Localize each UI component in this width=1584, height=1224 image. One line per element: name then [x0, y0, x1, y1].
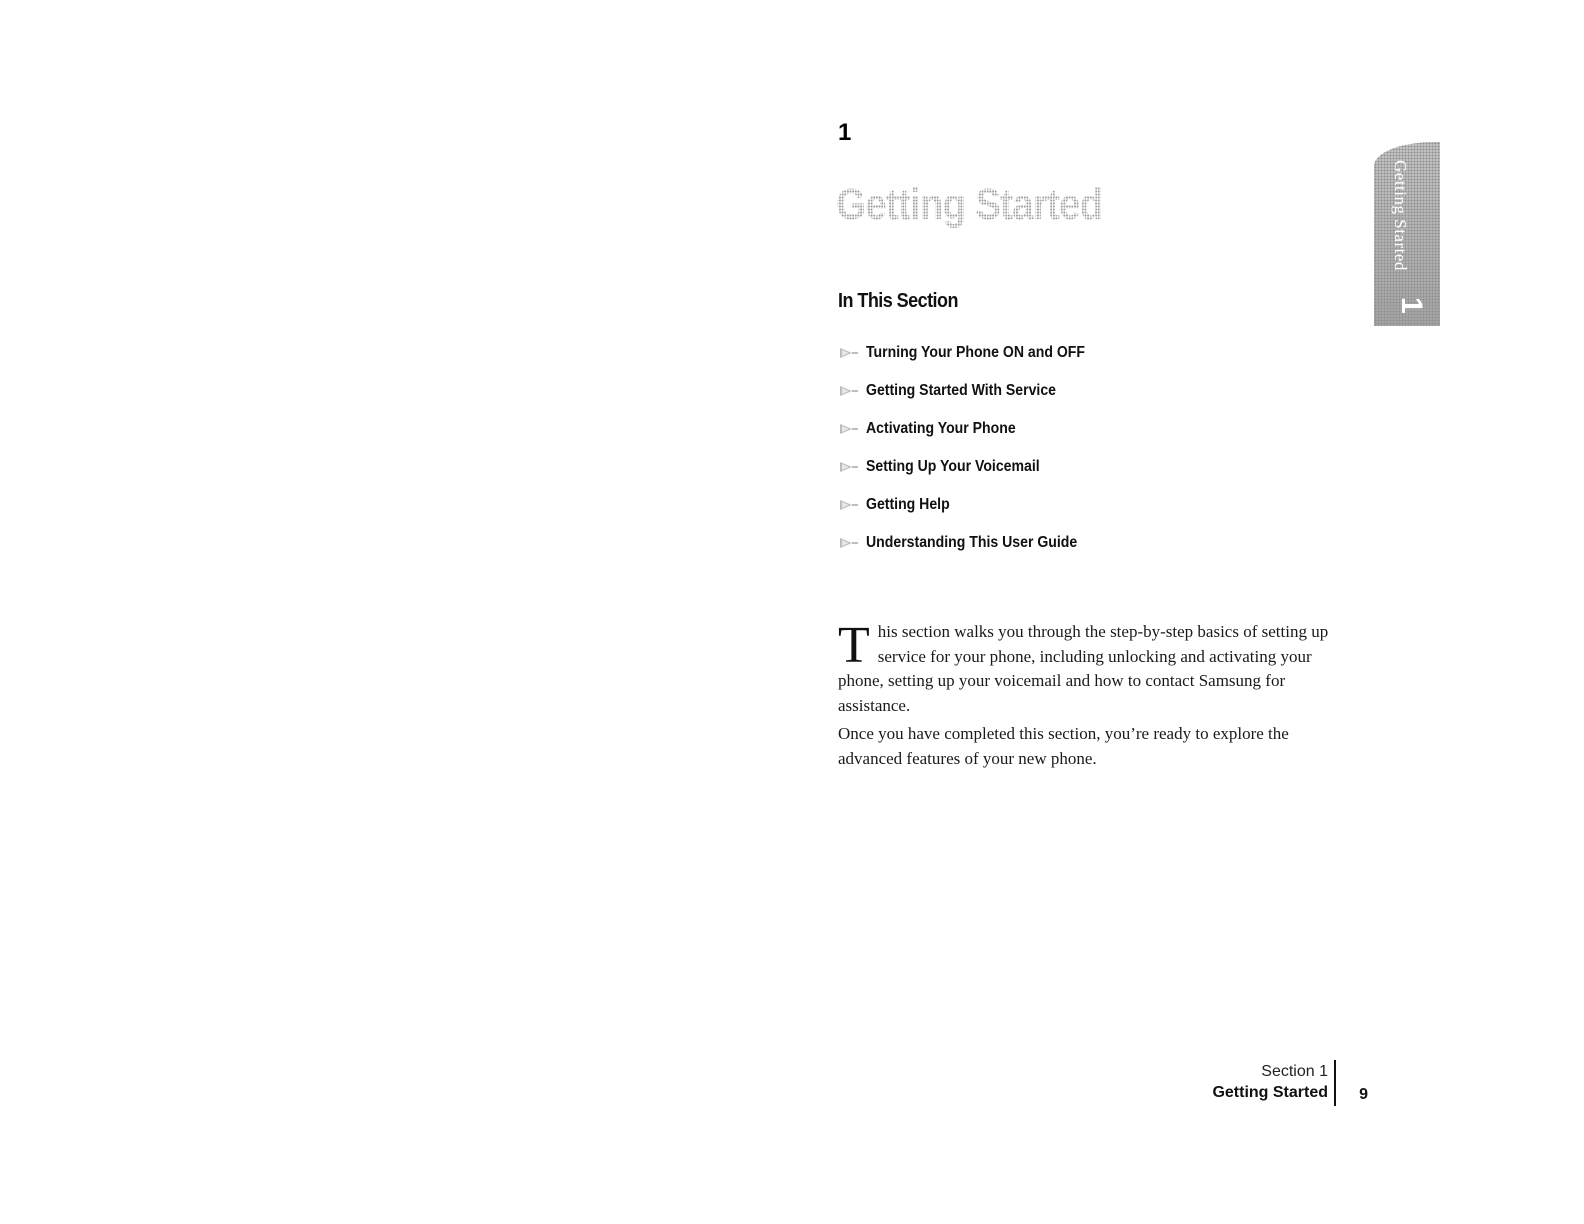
side-tab-number: 1	[1395, 297, 1428, 314]
toc-item-setting-up-voicemail[interactable]	[838, 448, 1358, 486]
section-side-tab	[1374, 142, 1440, 326]
toc-item-getting-help[interactable]	[838, 486, 1358, 524]
toc-item-getting-started-with-service[interactable]	[838, 372, 1358, 410]
toc-item-activating-your-phone[interactable]	[838, 410, 1358, 448]
arrow-bullet-icon	[838, 422, 860, 436]
footer-section-label: Section 1	[1261, 1063, 1328, 1080]
toc-item-label: Turning Your Phone ON and OFF	[866, 344, 1086, 361]
toc-item-label: Getting Started With Service	[866, 382, 1056, 399]
arrow-bullet-icon	[838, 460, 860, 474]
toc-item-label: Activating Your Phone	[866, 420, 1016, 437]
toc-item-understanding-user-guide[interactable]	[838, 524, 1358, 562]
arrow-bullet-icon	[838, 346, 860, 360]
arrow-bullet-icon	[838, 498, 860, 512]
intro-paragraph-1	[838, 617, 1338, 718]
toc-item-label: Getting Help	[866, 496, 950, 513]
footer-running-head	[1212, 1062, 1328, 1104]
intro-text	[838, 617, 1338, 775]
page-number: 9	[1359, 1086, 1368, 1103]
intro-paragraph-2: Once you have completed this section, you’re ready to explore the advanced features of your new phone.	[838, 724, 1289, 768]
footer-section-title: Getting Started	[1212, 1084, 1328, 1101]
toc-item-label: Understanding This User Guide	[866, 534, 1078, 551]
footer-divider	[1334, 1060, 1336, 1106]
in-this-section-heading: In This Section	[838, 290, 958, 312]
toc-item-turning-phone-on-off[interactable]	[838, 334, 1358, 372]
toc-item-label: Setting Up Your Voicemail	[866, 458, 1040, 475]
page-footer	[1150, 1058, 1376, 1108]
section-contents-list	[838, 334, 1358, 562]
drop-cap: T	[838, 617, 870, 674]
section-number: 1	[838, 119, 852, 146]
chapter-title: Getting Started	[836, 178, 1102, 232]
arrow-bullet-icon	[838, 384, 860, 398]
arrow-bullet-icon	[838, 536, 860, 550]
side-tab-label: Getting Started	[1391, 160, 1410, 271]
intro-paragraph-1-text: his section walks you through the step-by-step basics of setting up service for your phone, including unlocking and activating your phone, setting up your voicemail and how to contact Samsung for assistance.	[838, 622, 1329, 715]
